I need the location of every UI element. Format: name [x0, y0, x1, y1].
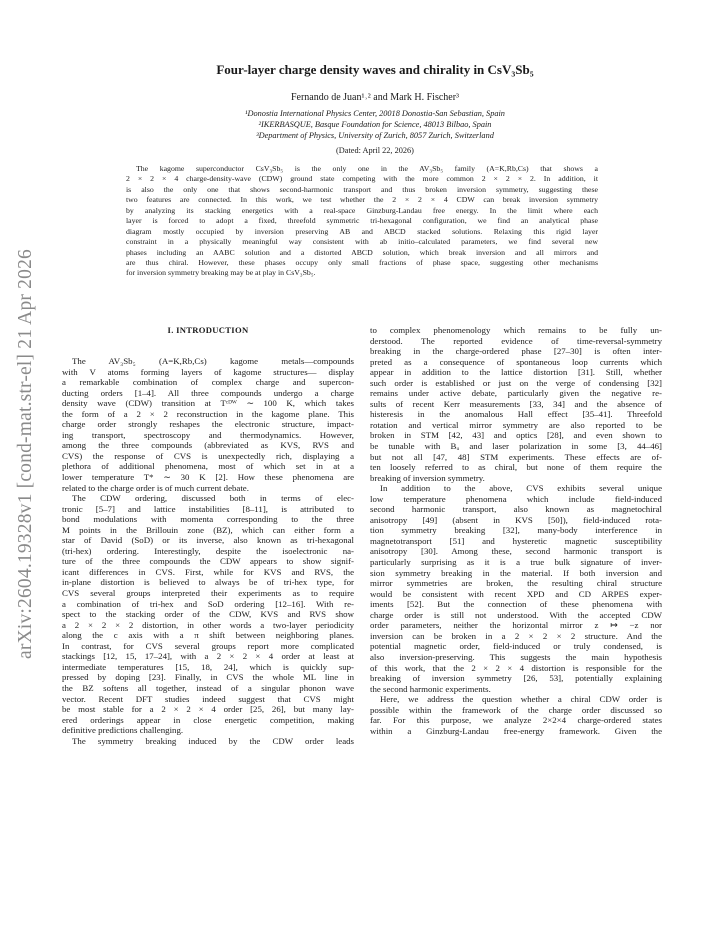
abstract-line: two features are connected. In this work, we test whether the 2 × 2 × 4 CDW can break inversion symmetry	[126, 195, 598, 205]
text-line: a remarkable combination of complex charge and supercon-	[62, 377, 354, 388]
abstract-line: The kagome superconductor CsV₃Sb₅ is the only one in the AV₃Sb₅ family (A=K,Rb,Cs) that shows a	[136, 164, 598, 173]
text-line: order parameters, neither the horizontal mirror z ↦ −z nor	[370, 620, 662, 631]
text-line: a 2 × 2 × 2 distortion, in other words a two-layer periodicity	[62, 619, 354, 630]
section-heading: I. INTRODUCTION	[167, 325, 249, 335]
text-line: appear in addition to the lattice distortion [31]. Still, whether	[370, 367, 662, 378]
right-column	[370, 325, 662, 736]
text-line: such order is established or just on the verge of condensing [32]	[370, 377, 662, 388]
text-line: icant differences in CVS. First, while for KVS and RVS, the	[62, 566, 354, 577]
text-line: inversion can be broken in a 2 × 2 × 2 structure. And the	[370, 630, 662, 641]
text-line: particularly surprising as it is a true bulk signature of inver-	[370, 557, 662, 568]
text-line: histeresis in the anomalous Hall effect [35–41]. Threefold	[370, 409, 662, 420]
text-line: would be consistent with recent XPD and CD ARPES exper-	[370, 588, 662, 599]
text-line: among the three compounds (abbreviated as KVS, RVS and	[62, 440, 354, 451]
text-line: CVS several groups interpreted their experiments as to require	[62, 588, 354, 599]
left-column	[62, 356, 354, 746]
text-line: of this work, that the 2 × 2 × 4 distortion is responsible for the	[370, 662, 662, 673]
abstract-line: diagram mostly occupied by inversion preserving AB and ABCD stacked solutions. Relaxing this rigid layer	[126, 226, 598, 236]
abstract-line: phases including an AABC solution and a distorted ABCD solution, which break inversion and all mirrors and	[126, 247, 598, 257]
text-line: also inversion-preserving. This suggests the main hypothesis	[370, 651, 662, 662]
text-line: low temperature phenomena which include field-induced	[370, 493, 662, 504]
text-line: tronic [5–7] and lattice instabilities [8–11], is attributed to	[62, 503, 354, 514]
paper-title: Four-layer charge density waves and chirality in CsV₃Sb₅	[216, 62, 534, 77]
text-line: in-plane distortion is believed to always be of tri-hex type, for	[62, 577, 354, 588]
text-line: but not all [47, 48] STM experiments. These effects are of-	[370, 451, 662, 462]
text-line: derstood. The reported evidence of time-reversal-symmetry	[370, 335, 662, 346]
text-line: anisotropy [49] (absent in KVS [50]), field-induced rota-	[370, 514, 662, 525]
text-line: (tri-hex) ordering. Interestingly, despite the isoelectronic na-	[62, 545, 354, 556]
text-line: In contrast, for CVS several groups report more complicated	[62, 640, 354, 651]
text-line: The symmetry breaking induced by the CDW order leads	[72, 735, 354, 746]
text-line: ture of the three compounds the CDW appears to show signif-	[62, 556, 354, 567]
text-line: be most stable for a 2 × 2 × 4 order [25, 26], but many lay-	[62, 704, 354, 715]
text-line: far. For this purpose, we analyze 2×2×4 charge-ordered states	[370, 715, 662, 726]
text-line: possible within the framework of the charge order discussed so	[370, 704, 662, 715]
text-line: M points in the Brillouin zone (BZ), which can either form a	[62, 524, 354, 535]
text-line: plethora of additional phenomena, most of which set in at a	[62, 461, 354, 472]
abstract-line: for inversion symmetry breaking may be at play in CsV₃Sb₅.	[126, 268, 316, 278]
text-line: ered orderings appear in close energetic competition, making	[62, 714, 354, 725]
text-line: magnetotransport [51] and hysteretic magnetic susceptibility	[370, 535, 662, 546]
text-line: charge order is still not understood. With the accepted CDW	[370, 609, 662, 620]
date-line: (Dated: April 22, 2026)	[336, 146, 414, 155]
text-line: vector. Recent DFT studies indeed suggest that CVS might	[62, 693, 354, 704]
text-line: ducting orders [1–4]. All three compounds undergo a charge	[62, 387, 354, 398]
text-line: iments [52]. But the connection of these phenomena with	[370, 599, 662, 610]
text-line: potential magnetic order, field-induced or truly condensed, is	[370, 641, 662, 652]
text-line: sion symmetry breaking in the material. If both inversion and	[370, 567, 662, 578]
affiliation: ³Department of Physics, University of Zurich, 8057 Zurich, Switzerland	[256, 131, 494, 140]
text-line: be tunable with Bᵤ and laser polarization in some [3, 44–46]	[370, 441, 662, 452]
text-line: breaking in the charge-ordered phase [27–30] is often inter-	[370, 346, 662, 357]
author-list: Fernando de Juan¹˒² and Mark H. Fischer³	[290, 92, 460, 103]
text-line: second harmonic transport, also known as magnetochiral	[370, 504, 662, 515]
text-line: tion symmetry breaking [32], many-body interference in	[370, 525, 662, 536]
text-line: rotation and vertical mirror symmetry are also reported to be	[370, 419, 662, 430]
abstract-line: 2 × 2 × 4 charge-density-wave (CDW) ground state competing with the more common 2 × 2 × 2. In addition, it	[126, 174, 598, 184]
text-line: stackings [12, 15, 17–24], with a 2 × 2 × 4 order at least at	[62, 651, 354, 662]
text-line: along the c axis with a π shift between neighboring planes.	[62, 630, 354, 641]
text-line: mirror symmetries are broken, the resulting chiral structure	[370, 578, 662, 589]
text-line: anisotropy [30]. Among these, second harmonic transport is	[370, 546, 662, 557]
text-line: definitive predictions challenging.	[62, 725, 184, 736]
text-line: star of David (SoD) or its inverse, also known as tri-hexagonal	[62, 535, 354, 546]
text-line: ing transport, spectroscopy and thermodynamics. However,	[62, 429, 354, 440]
text-line: the form of a 2 × 2 reconstruction in the kagome plane. This	[62, 408, 354, 419]
text-line: bond modulations with momenta corresponding to the three	[62, 514, 354, 525]
abstract-line: layer is forced to adopt a fixed, threefold symmetric tri-hexagonal configuration, we find an analytical phase	[126, 216, 598, 226]
text-line: The AV₃Sb₅ (A=K,Rb,Cs) kagome metals—compounds	[72, 356, 354, 366]
text-line: intermediate temperatures [15, 18, 24], which is quickly sup-	[62, 661, 354, 672]
text-line: ten loosely referred to as chiral, but none of them require the	[370, 462, 662, 473]
text-line: broken in STM [42, 43] and optics [28], and even shown to	[370, 430, 662, 441]
arxiv-sidebar	[6, 234, 46, 674]
text-line: a combination of tri-hex and SoD ordering [12–16]. With re-	[62, 598, 354, 609]
text-line: density wave (CDW) transition at Tᶜᴰᵂ ∼ 100 K, which takes	[62, 398, 354, 409]
abstract-line: are thus chiral. However, these phases occupy only small fractions of phase space, suggesting other mechanisms	[126, 257, 598, 267]
affiliation: ²IKERBASQUE, Basque Foundation for Science, 48013 Bilbao, Spain	[258, 120, 492, 129]
abstract-line: constraint in a physically meaningful way consistent with ab initio–calculated parameters, we find several new	[126, 237, 598, 247]
text-line: remains under active debate, particularly given the negative re-	[370, 388, 662, 399]
text-line: the BZ softens all together, instead of a singular phonon wave	[62, 682, 354, 693]
text-line: to complex phenomenology which remains to be fully un-	[370, 325, 662, 335]
abstract-line: by analyzing its stacking energetics with a real-space Ginzburg-Landau free energy. In the limit where each	[126, 205, 598, 215]
text-line: within a Ginzburg-Landau free-energy framework. Given the	[370, 725, 662, 736]
text-line: breaking of inversion symmetry.	[370, 472, 485, 483]
text-line: with V atoms forming layers of kagome structures— display	[62, 366, 354, 377]
text-line: pressed by doping [23]. Finally, in CVS the whole ML line in	[62, 672, 354, 683]
text-line: breaking of inversion symmetry [26, 53], potentially explaining	[370, 673, 662, 684]
text-line: spect to the stacking order of the CDW, KVS and RVS show	[62, 609, 354, 620]
abstract	[126, 164, 598, 279]
abstract-line: is also the only one that shows second-harmonic transport and thus broken inversion symmetry, suggesting these	[126, 184, 598, 194]
affiliations	[130, 108, 620, 141]
text-line: In addition to the above, CVS exhibits several unique	[380, 483, 662, 494]
text-line: sults of recent Kerr measurements [33, 34] and the absence of	[370, 398, 662, 409]
text-line: related to the charge order is of much current debate.	[62, 482, 249, 493]
text-line: the second harmonic experiments.	[370, 683, 491, 694]
text-line: preted as a consequence of spontaneous loop currents which	[370, 356, 662, 367]
affiliation: ¹Donostia International Physics Center, 20018 Donostia-San Sebastian, Spain	[245, 109, 505, 118]
text-line: CVS) the response of CVS is unexpectedly rich, displaying a	[62, 450, 354, 461]
text-line: lower temperature T* ∼ 30 K [2]. How these phenomena are	[62, 472, 354, 483]
text-line: charge order strongly reshapes the electronic structure, impact-	[62, 419, 354, 430]
text-line: Here, we address the question whether a chiral CDW order is	[380, 694, 662, 705]
text-line: The CDW ordering, discussed both in terms of elec-	[72, 493, 354, 504]
arxiv-identifier: arXiv:2604.19328v1 [cond-mat.str-el] 21 Apr 2026	[15, 249, 36, 659]
